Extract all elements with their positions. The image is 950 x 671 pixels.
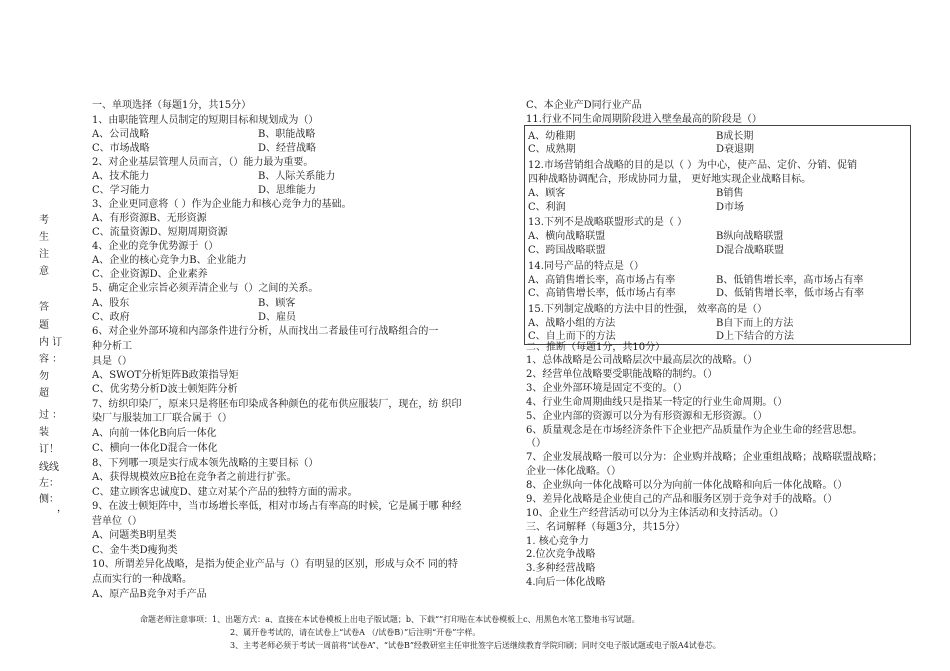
judgment-item: 企业一体化战略。（） — [526, 466, 621, 477]
option-text: C、成熟期 — [528, 144, 576, 155]
question-text: 15.下列制定战略的方法中目的性强， 效率高的是（） — [528, 304, 768, 315]
question-text: 营单位（） — [92, 516, 142, 527]
option-text: B、顾客 — [258, 298, 296, 309]
term-item: 2.位次竞争战略 — [526, 549, 596, 560]
option-text: A、公司战略 — [92, 129, 150, 140]
sidebar-char: 装 — [39, 427, 49, 438]
section-heading: 三、名词解释（每题3分，共15分） — [526, 522, 686, 533]
judgment-item: 9、差异化战略是企业使自己的产品和服务区别于竞争对手的战略。（） — [526, 494, 838, 505]
sidebar-char: 过 ： — [39, 410, 63, 421]
judgment-item: 7、企业发展战略一般可以分为：企业购并战略；企业重组战略；战略联盟战略； — [526, 452, 883, 463]
option-text: B、职能战略 — [258, 129, 316, 140]
option-text: A、幼稚期 — [528, 131, 576, 142]
option-text: C、横向一体化D混合一体化 — [92, 443, 218, 454]
option-text: C、高销售增长率，低市场占有率 — [528, 288, 676, 299]
sidebar-char: 内 订 — [39, 337, 63, 348]
sidebar-char: 题 — [39, 320, 49, 331]
option-text: C、流量资源D、短期周期资源 — [92, 227, 228, 238]
question-text: 12.市场营销组合战略的目的是以（ ）为中心，使产品、定价、分销、促销 — [528, 160, 858, 171]
option-text: A、向前一体化B向后一体化 — [92, 428, 217, 439]
option-text: A、原产品B竞争对手产品 — [92, 589, 207, 600]
option-text: C、本企业产D同行业产品 — [526, 100, 642, 111]
question-text: 2、对企业基层管理人员而言，（）能力最为重要。 — [92, 157, 314, 168]
term-item: 1. 核心竞争力 — [526, 536, 589, 547]
sidebar-char: 容 ： — [39, 354, 63, 365]
sidebar-char: 意 — [39, 266, 49, 277]
judgment-item: 2、经营单位战略要受职能战略的制约。（） — [526, 369, 718, 380]
question-text: 6、对企业外部环境和内部条件进行分析，从而找出二者最佳可行战略组合的一 — [92, 326, 439, 337]
option-text: B成长期 — [716, 131, 754, 142]
sidebar-char: 考 — [39, 215, 49, 226]
judgment-item: 1、总体战略是公司战略层次中最高层次的战略。（） — [526, 355, 758, 366]
option-text: B自下而上的方法 — [716, 318, 794, 329]
sidebar-char: 勿 — [39, 371, 49, 382]
option-text: A、战略小组的方法 — [528, 318, 616, 329]
sidebar-char: 答 — [39, 302, 49, 313]
option-text: D、思维能力 — [258, 185, 317, 196]
section-heading: 二、推断（每题1分，共10分） — [526, 342, 666, 353]
sidebar-char: 超 — [39, 388, 49, 399]
option-text: A、获得规模效应B抢在竞争者之前进行扩张。 — [92, 472, 297, 483]
sidebar-char: 注 — [39, 249, 49, 260]
question-text: 3、企业更同意将（ ）作为企业能力和核心竞争力的基础。 — [92, 199, 352, 210]
option-text: C、企业资源D、企业素养 — [92, 269, 208, 280]
option-text: A、问题类B明星类 — [92, 530, 177, 541]
option-text: D上下结合的方法 — [716, 331, 795, 342]
option-text: A、股东 — [92, 298, 130, 309]
option-text: C、政府 — [92, 312, 130, 323]
option-text: C、市场战略 — [92, 143, 150, 154]
question-text: 具是（） — [92, 356, 132, 367]
option-text: D混合战略联盟 — [716, 245, 785, 256]
judgment-item: 8、企业纵向一体化战略可以分为向前一体化战略和向后一体化战略。（） — [526, 480, 848, 491]
option-text: A、有形资源B、无形资源 — [92, 213, 207, 224]
footer-note: 命题老师注意事项：1、出题方式：a、直接在本试卷模板上出电子版试题；b、下载“”打印贴在本试卷模板上c、用黑色水笔工整地书写试题。 — [140, 615, 640, 624]
option-text: A、横向战略联盟 — [528, 231, 606, 242]
option-text: B、人际关系能力 — [258, 171, 336, 182]
option-text: C、自上而下的方法 — [528, 331, 616, 342]
option-text: C、跨国战略联盟 — [528, 245, 606, 256]
sidebar-char: 生 — [39, 232, 49, 243]
option-text: A、顾客 — [528, 188, 566, 199]
question-text: 种分析工 — [92, 341, 132, 352]
option-text: D衰退期 — [716, 144, 755, 155]
question-text: 14.同号产品的特点是（） — [528, 261, 644, 272]
footer-note: 2、属开卷考试的，请在试卷上“试卷A （/试卷B）”后注明“开卷”字样。 — [230, 628, 481, 637]
sidebar-char: 侧： — [39, 494, 59, 505]
option-text: B销售 — [716, 188, 744, 199]
footer-note: 3、主考老师必须于考试一周前将“试卷A”、“试卷B”经教研室主任审批签字后送继续教育学院印刷；同时交电子版试题或电子版A4试卷芯。 — [230, 641, 721, 650]
judgment-item: 4、行业生命周期曲线只是指某一特定的行业生命周期。（） — [526, 397, 788, 408]
option-text: B纵向战略联盟 — [716, 231, 784, 242]
sidebar-char: 线线 — [39, 462, 59, 473]
question-text: 点而实行的一种战略。 — [92, 574, 192, 585]
option-text: C、利润 — [528, 202, 566, 213]
section-heading: 一、单项选择（每题1分，共15分） — [92, 100, 252, 111]
question-text: 8、下列哪一项是实行成本领先战略的主要目标（） — [92, 458, 319, 469]
option-text: A、SWOT分析矩阵B政策指导矩 — [92, 370, 239, 381]
term-item: 3.多种经营战略 — [526, 563, 596, 574]
option-text: C、金牛类D瘦狗类 — [92, 545, 178, 556]
option-text: D、低销售增长率，低市场占有率 — [716, 288, 865, 299]
judgment-item: 10、企业生产经营活动可以分为主体活动和支持活动。（） — [526, 508, 784, 519]
judgment-item: 6、质量观念是在市场经济条件下企业把产品质量作为企业生命的经营思想。 — [526, 425, 863, 436]
option-text: C、优劣势分析D波士顿矩阵分析 — [92, 384, 238, 395]
question-text: 四种战略协调配合，形成协同力量， 更好地实现企业战略目标。 — [528, 174, 812, 185]
option-text: D、经营战略 — [258, 143, 317, 154]
option-text: B、低销售增长率，高市场占有率 — [716, 275, 864, 286]
option-text: A、技术能力 — [92, 171, 150, 182]
question-text: 13.下列不是战略联盟形式的是（ ） — [528, 217, 688, 228]
question-text: 染厂与服装加工厂联合属于（） — [92, 413, 232, 424]
sidebar-char: 左： — [39, 478, 59, 489]
option-text: C、建立顾客忠诚度D、建立对某个产品的独特方面的需求。 — [92, 487, 358, 498]
option-text: A、企业的核心竞争力B、企业能力 — [92, 255, 247, 266]
option-text: C、学习能力 — [92, 185, 150, 196]
option-text: A、高销售增长率，高市场占有率 — [528, 275, 676, 286]
question-text: 4、企业的竞争优势源于（） — [92, 241, 219, 252]
judgment-item: 5、企业内部的资源可以分为有形资源和无形资源。（） — [526, 411, 768, 422]
option-text: D、雇员 — [258, 312, 297, 323]
judgment-item: 3、企业外部环境是固定不变的。（） — [526, 383, 688, 394]
term-item: 4.向后一体化战略 — [526, 577, 606, 588]
sidebar-char: ， — [57, 503, 67, 514]
question-text: 10、所谓差异化战略，是指为使企业产品与（）有明显的区别，形成与众不 同的特 — [92, 559, 458, 570]
question-text: 9、在波士顿矩阵中，当市场增长率低，相对市场占有率高的时候，它是属于哪 种经 — [92, 501, 462, 512]
question-text: 11.行业不同生命周期阶段进入壁垒最高的阶段是（） — [526, 114, 762, 125]
question-text: 1、由职能管理人员制定的短期目标和规划成为（） — [92, 115, 319, 126]
question-text: 7、纺织印染厂，原来只是将胚布印染成各种颜色的花布供应服装厂，现在，纺 织印 — [92, 399, 462, 410]
judgment-item: （） — [526, 438, 546, 449]
question-text: 5、确定企业宗旨必须弄清企业与（）之间的关系。 — [92, 283, 319, 294]
option-text: D市场 — [716, 202, 745, 213]
sidebar-char: 订！ — [39, 444, 59, 455]
